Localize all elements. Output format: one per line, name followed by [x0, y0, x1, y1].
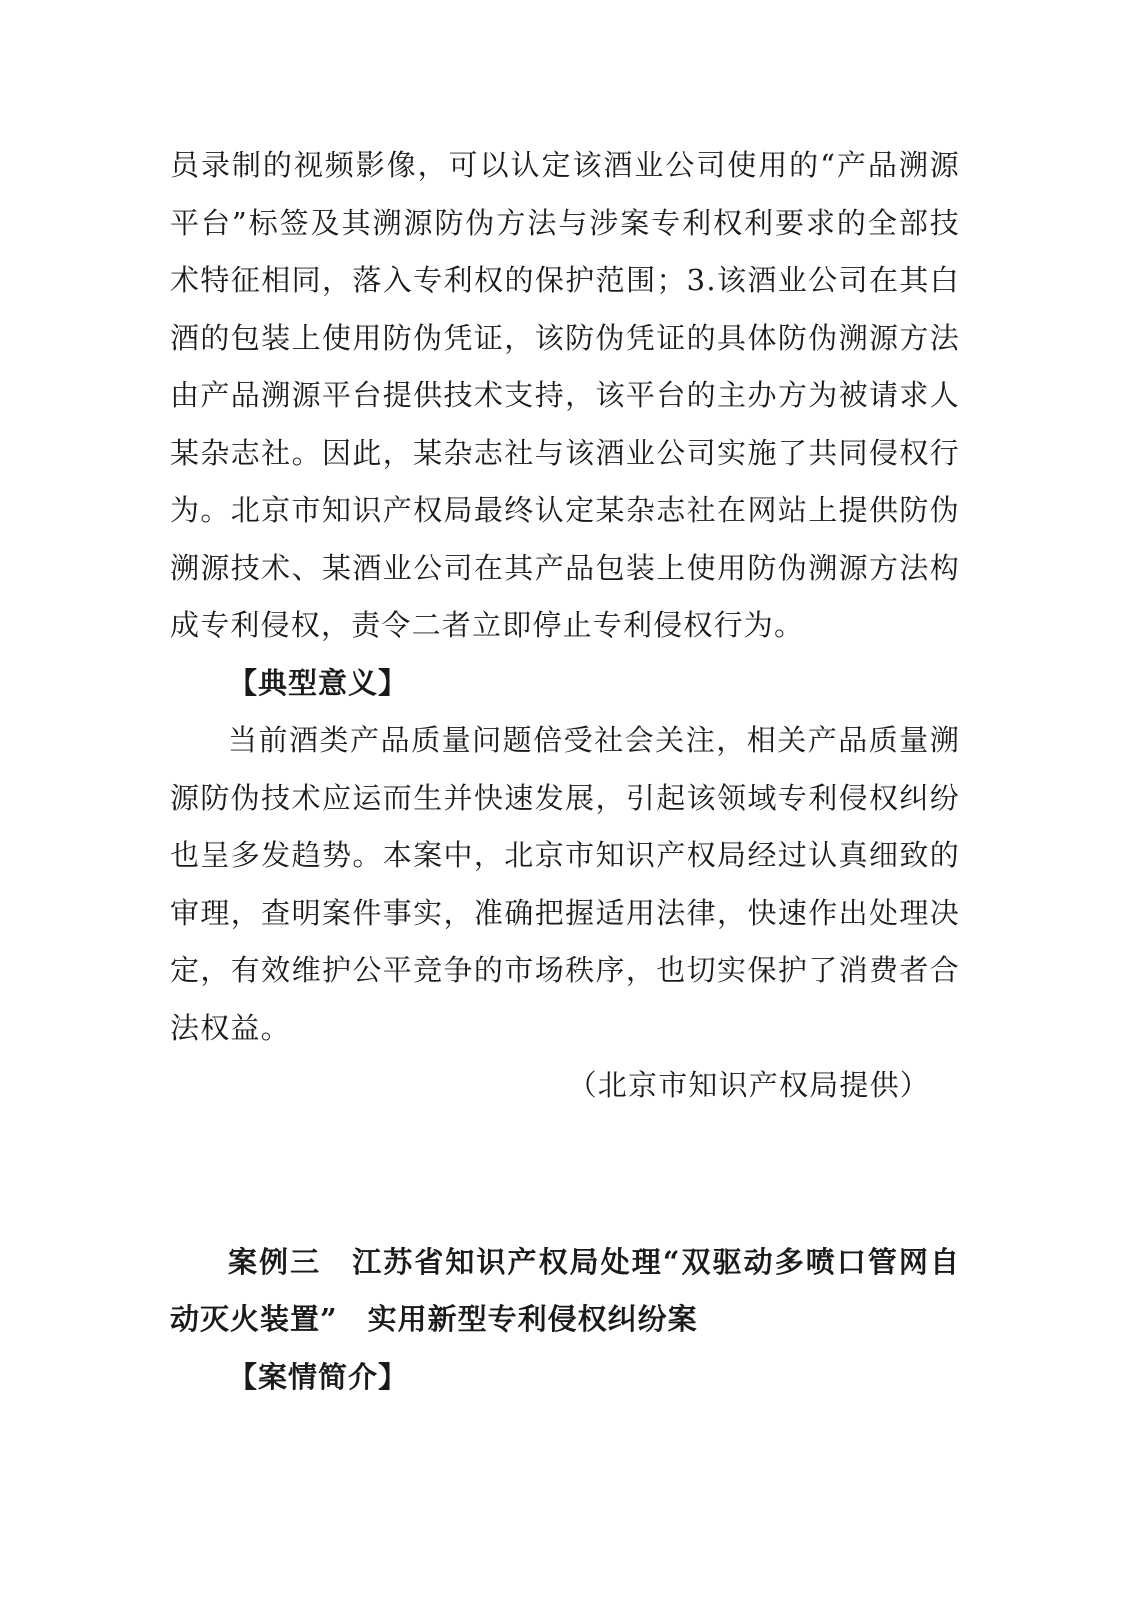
text-line: 酒的包装上使用防伪凭证，该防伪凭证的具体防伪溯源方法 [170, 320, 960, 355]
text-line: 员录制的视频影像，可以认定该酒业公司使用的“产品溯源 [170, 148, 960, 182]
case-title-line: 案例三 江苏省知识产权局处理“双驱动多喷口管网自 [228, 1244, 960, 1279]
text-line: 源防伪技术应运而生并快速发展，引起该领域专利侵权纠纷 [170, 780, 960, 815]
paragraph-significance [170, 712, 960, 1057]
document-page [170, 137, 960, 1406]
text-line: 也呈多发趋势。本案中，北京市知识产权局经过认真细致的 [170, 838, 960, 872]
text-line: 溯源技术、某酒业公司在其产品包装上使用防伪溯源方法构 [170, 550, 960, 585]
source-attribution: （北京市知识产权局提供） [567, 1068, 930, 1102]
text-line: 定，有效维护公平竞争的市场秩序，也切实保护了消费者合 [170, 953, 960, 987]
case-title [170, 1234, 960, 1349]
text-line: 某杂志社。因此，某杂志社与该酒业公司实施了共同侵权行 [170, 435, 960, 470]
text-line: 成专利侵权，责令二者立即停止专利侵权行为。 [170, 608, 805, 642]
text-line: 为。北京市知识产权局最终认定某杂志社在网站上提供防伪 [170, 493, 960, 527]
text-line: 术特征相同，落入专利权的保护范围；3.该酒业公司在其白 [170, 263, 960, 297]
text-line: 法权益。 [170, 1010, 291, 1045]
text-line: 当前酒类产品质量问题倍受社会关注，相关产品质量溯 [228, 723, 960, 757]
text-line: 由产品溯源平台提供技术支持，该平台的主办方为被请求人 [170, 378, 960, 412]
case-title-line: 动灭火装置” 实用新型专利侵权纠纷案 [170, 1302, 698, 1336]
text-line: 审理，查明案件事实，准确把握适用法律，快速作出处理决 [170, 895, 960, 930]
section-heading-significance: 【典型意义】 [228, 665, 409, 700]
section-gap [170, 1115, 960, 1234]
section-heading-case-summary: 【案情简介】 [228, 1359, 409, 1394]
paragraph-findings [170, 137, 960, 655]
text-line: 平台”标签及其溯源防伪方法与涉案专利权利要求的全部技 [170, 205, 960, 240]
